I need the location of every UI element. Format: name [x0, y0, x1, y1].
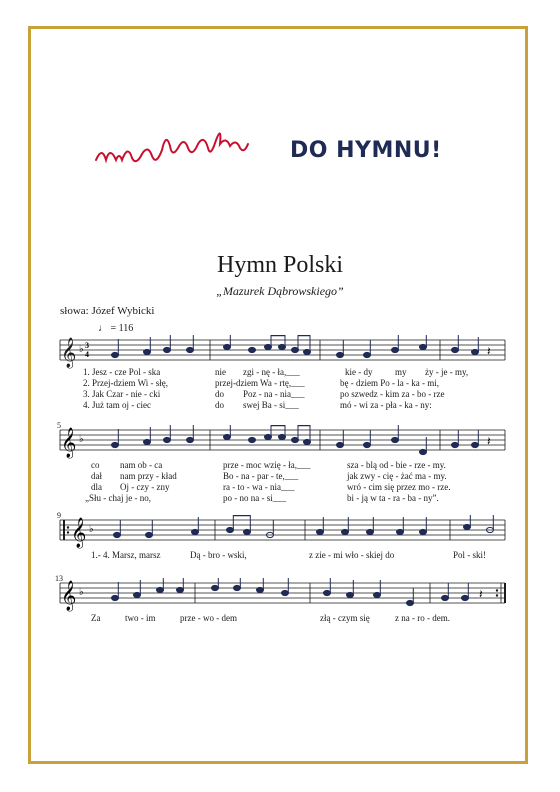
svg-text:𝄽: 𝄽: [487, 344, 491, 358]
lyric-line-s1-3: 3. Jak Czar - nie - cki do Poz - na - nia___ po szwedz - kim za - bo - rze: [83, 389, 445, 399]
lyric-line-s2-2: dał nam przy - kład Bo - na - par - te,___ jak zwy - cię - żać ma - my.: [91, 471, 447, 481]
staff-2: [55, 425, 510, 465]
staff-4: [55, 578, 510, 618]
svg-text:4: 4: [85, 350, 89, 359]
svg-text:3: 3: [85, 341, 89, 350]
lyric-line-s2-1: co nam ob - ca prze - moc wzię - ła,___ sza - blą od - bie - rze - my.: [91, 460, 446, 470]
niepodlegla-logo: [92, 132, 262, 172]
svg-text:♭: ♭: [79, 344, 84, 355]
song-subtitle: „Mazurek Dąbrowskiego”: [216, 284, 344, 298]
svg-text:𝄞: 𝄞: [71, 518, 87, 547]
music-system-1: [55, 335, 510, 415]
logo-heading: DO HYMNU!: [290, 138, 442, 163]
svg-text:♭: ♭: [79, 434, 84, 445]
music-system-3: 9 𝄞 ♭ 1.- 4. Marsz, marsz Dą - bro - wski, z zie - mi wło - skiej do Pol - ski!: [55, 515, 510, 565]
music-system-2: 5 𝄞 ♭ 𝄽 co nam ob - ca prze - moc wzię - ła,___ sza - blą od - bie - rze - my. dał nam przy - kład Bo - na - par - te,___ jak zwy - cię - żać ma - my. dla Oj - czy - zny ra - to - wa - nia___ wró - cim się przez mo - rze. „Słu - chaj je - no, po - no na - si___ bi - ją w ta - ra - ba - ny”.: [55, 425, 510, 510]
lyric-line-s1-2: 2. Przej-dziem Wi - słę, przej-dziem Wa - rtę,___ bę - dziem Po - la - ka - mi,: [83, 378, 439, 388]
svg-text:𝄞: 𝄞: [61, 338, 77, 367]
song-title: Hymn Polski: [216, 252, 344, 278]
svg-text:♭: ♭: [89, 524, 94, 535]
svg-text:♭: ♭: [79, 587, 84, 598]
lyric-line-s1-4: 4. Już tam oj - ciec do swej Ba - si___ mó - wi za - pła - ka - ny:: [83, 400, 432, 410]
staff-3: [55, 515, 510, 555]
lyric-line-s1-1: 1. Jesz - cze Pol - ska nie zgi - nę - ła,___ kie - dy my ży - je - my,: [83, 367, 469, 377]
lyric-line-s2-3: dla Oj - czy - zny ra - to - wa - nia___ wró - cim się przez mo - rze.: [91, 482, 451, 492]
lyric-line-s2-4: „Słu - chaj je - no, po - no na - si___ bi - ją w ta - ra - ba - ny”.: [85, 493, 439, 503]
tempo-marking: ♩ = 116: [98, 323, 134, 334]
svg-text:𝄞: 𝄞: [61, 428, 77, 457]
lyric-line-s4-1: Za two - im prze - wo - dem złą - czym się z na - ro - dem.: [91, 613, 450, 623]
svg-text:𝄽: 𝄽: [487, 434, 491, 448]
svg-text:𝄞: 𝄞: [61, 581, 77, 610]
lyric-line-s3-1: 1.- 4. Marsz, marsz Dą - bro - wski, z zie - mi wło - skiej do Pol - ski!: [91, 550, 487, 560]
svg-text:𝄽: 𝄽: [479, 587, 483, 601]
lyrics-author: słowa: Józef Wybicki: [60, 305, 155, 317]
music-system-4: 13 𝄞 ♭ 𝄽 Za two - im prze - wo - dem złą - czym się z na - ro - dem.: [55, 578, 510, 628]
